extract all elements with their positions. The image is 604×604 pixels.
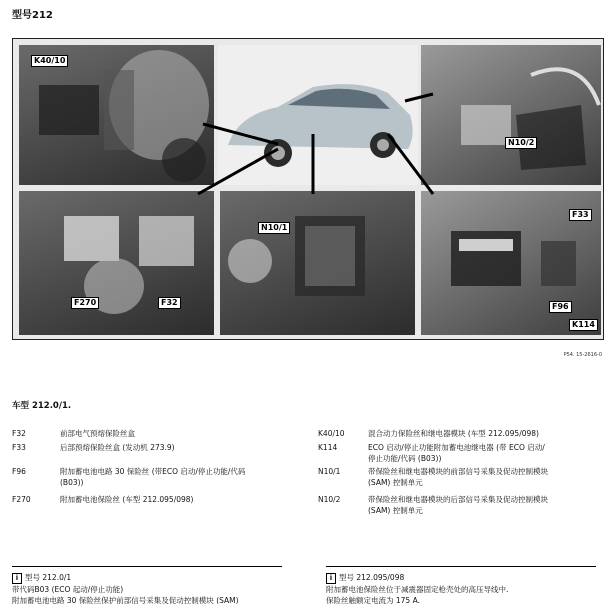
legend-row-k40-10 <box>318 428 602 439</box>
legend-row-f33 <box>12 442 302 453</box>
legend-desc: 附加蓄电池保险丝 (车型 212.095/098) <box>60 495 194 504</box>
legend-row-k114 <box>318 442 602 464</box>
note-line: 附加蓄电池电路 30 保险丝保护前部信号采集及促动控制模块 (SAM) <box>12 595 239 604</box>
legend-desc: 带保险丝和继电器模块的后部信号采集及促动控制模块 <box>368 495 548 504</box>
legend-code: N10/2 <box>318 495 341 504</box>
legend-right <box>318 428 602 520</box>
figure-code: P54. 15-2616-0 <box>563 352 602 358</box>
callout-k40-10: K40/10 <box>31 55 68 67</box>
legend-desc-cont: (SAM) 控制单元 <box>368 478 423 487</box>
note-line: 保险丝触额定电流为 175 A. <box>326 595 420 604</box>
legend-code: F96 <box>12 467 26 476</box>
callout-f270: F270 <box>71 297 99 309</box>
legend-code: K114 <box>318 443 338 452</box>
legend-code: K40/10 <box>318 429 345 438</box>
legend-desc: 后部预熔保险丝盒 (发动机 273.9) <box>60 443 175 452</box>
note-title <box>326 572 602 584</box>
note-divider-right <box>326 566 596 567</box>
info-icon: i <box>326 573 336 584</box>
note-line: 附加蓄电池保险丝位于减震器固定枪壳处的高压导线中. <box>326 584 509 594</box>
legend-code: F33 <box>12 443 26 452</box>
legend-code: F270 <box>12 495 31 504</box>
note-title-text: 型号 212.095/098 <box>339 573 405 582</box>
legend-row-n10-1 <box>318 466 602 488</box>
legend-desc: 前部电气预熔保险丝盒 <box>60 429 135 438</box>
legend-row-n10-2 <box>318 494 602 516</box>
info-icon: i <box>12 573 22 584</box>
callout-k114: K114 <box>569 319 598 331</box>
legend-desc: 带保险丝和继电器模块的前部信号采集及促动控制模块 <box>368 467 548 476</box>
legend-desc-cont: (SAM) 控制单元 <box>368 506 423 515</box>
section-title: 车型 212.0/1. <box>12 401 72 411</box>
callout-n10-1: N10/1 <box>258 222 290 234</box>
callout-n10-2: N10/2 <box>505 137 537 149</box>
legend-row-f32 <box>12 428 302 439</box>
legend-desc: ECO 启动/停止功能附加蓄电池继电器 (带 ECO 启动/ <box>368 443 545 452</box>
page-title: 型号212 <box>12 10 53 21</box>
callout-f32: F32 <box>158 297 181 309</box>
note-left <box>12 572 302 604</box>
legend-code: F32 <box>12 429 26 438</box>
legend-desc: 附加蓄电池电路 30 保险丝 (带ECO 启动/停止功能/代码 <box>60 467 246 476</box>
callout-f96: F96 <box>549 301 572 313</box>
note-right <box>326 572 602 604</box>
legend-desc-cont: (B03)) <box>60 478 84 487</box>
note-title <box>12 572 302 584</box>
note-divider-left <box>12 566 282 567</box>
fuse-location-figure <box>12 38 604 340</box>
legend-row-f270 <box>12 494 302 505</box>
legend-row-f96 <box>12 466 302 488</box>
legend-desc: 混合动力保险丝和继电器模块 (车型 212.095/098) <box>368 429 539 438</box>
note-line: 带代码B03 (ECO 起动/停止功能) <box>12 584 124 594</box>
legend-left <box>12 428 302 518</box>
legend-code: N10/1 <box>318 467 341 476</box>
callout-f33: F33 <box>569 209 592 221</box>
legend-desc-cont: 停止功能/代码 (B03)) <box>368 454 442 463</box>
callout-leader-lines <box>13 39 604 340</box>
note-title-text: 型号 212.0/1 <box>25 573 72 582</box>
